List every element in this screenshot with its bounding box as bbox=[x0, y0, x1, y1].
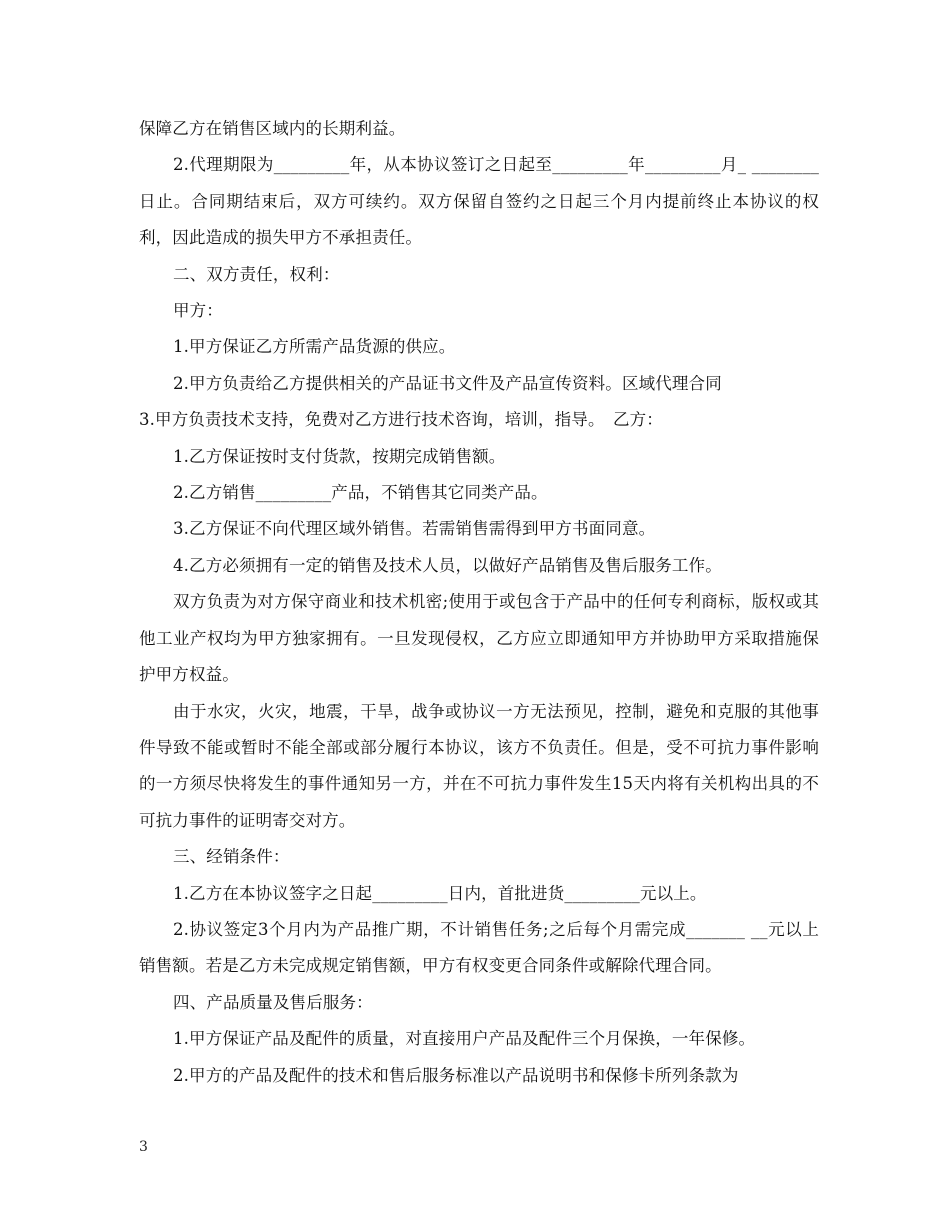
paragraph: 双方负责为对方保守商业和技术机密;使用于或包含于产品中的任何专利商标，版权或其他工业产权均为甲方独家拥有。一旦发现侵权，乙方应立即通知甲方并协助甲方采取措施保护甲方权益。 bbox=[139, 592, 819, 685]
paragraph: 二、双方责任，权利： bbox=[173, 264, 340, 284]
paragraph: 保障乙方在销售区域内的长期利益。 bbox=[139, 119, 406, 138]
paragraph: 2.乙方销售_________产品，不销售其它同类产品。 bbox=[173, 483, 548, 503]
paragraph: 1.乙方在本协议签字之日起_________日内，首批进货_________元以上。 bbox=[173, 883, 707, 903]
paragraph: 3.甲方负责技术支持，免费对乙方进行技术咨询，培训，指导。 乙方： bbox=[139, 410, 663, 430]
paragraph: 1.甲方保证乙方所需产品货源的供应。 bbox=[173, 337, 456, 357]
paragraph: 2.甲方的产品及配件的技术和售后服务标准以产品说明书和保修卡所列条款为 bbox=[173, 1065, 739, 1085]
page-number: 3 bbox=[139, 1139, 148, 1155]
paragraph: 由于水灾，火灾，地震，干旱，战争或协议一方无法预见，控制，避免和克服的其他事件导致不能或暂时不能全部或部分履行本协议，该方不负责任。但是，受不可抗力事件影响的一方须尽快将发生的事件通知另一方，并在不可抗力事件发生15天内将有关机构出具的不可抗力事件的证明寄交对方。 bbox=[139, 701, 819, 830]
paragraph: 2.甲方负责给乙方提供相关的产品证书文件及产品宣传资料。区域代理合同 bbox=[173, 373, 722, 393]
paragraph: 3.乙方保证不向代理区域外销售。若需销售需得到甲方书面同意。 bbox=[173, 519, 656, 539]
paragraph: 1.乙方保证按时支付货款，按期完成销售额。 bbox=[173, 446, 506, 466]
paragraph: 四、产品质量及售后服务： bbox=[173, 992, 373, 1012]
paragraph: 甲方： bbox=[173, 301, 223, 321]
paragraph: 1.甲方保证产品及配件的质量，对直接用户产品及配件三个月保换，一年保修。 bbox=[173, 1029, 756, 1049]
paragraph: 2.协议签定3个月内为产品推广期，不计销售任务;之后每个月需完成_______ __元以上销售额。若是乙方未完成规定销售额，甲方有权变更合同条件或解除代理合同。 bbox=[139, 919, 819, 976]
paragraph: 三、经销条件： bbox=[173, 847, 290, 867]
document-body bbox=[139, 111, 819, 1094]
paragraph: 2.代理期限为_________年，从本协议签订之日起至_________年_________月_ ________日止。合同期结束后，双方可续约。双方保留自签约之日起三个月内提前终止本协议的权利，因此造成的损失甲方不承担责任。 bbox=[139, 155, 819, 248]
paragraph: 4.乙方必须拥有一定的销售及技术人员，以做好产品销售及售后服务工作。 bbox=[173, 555, 722, 575]
